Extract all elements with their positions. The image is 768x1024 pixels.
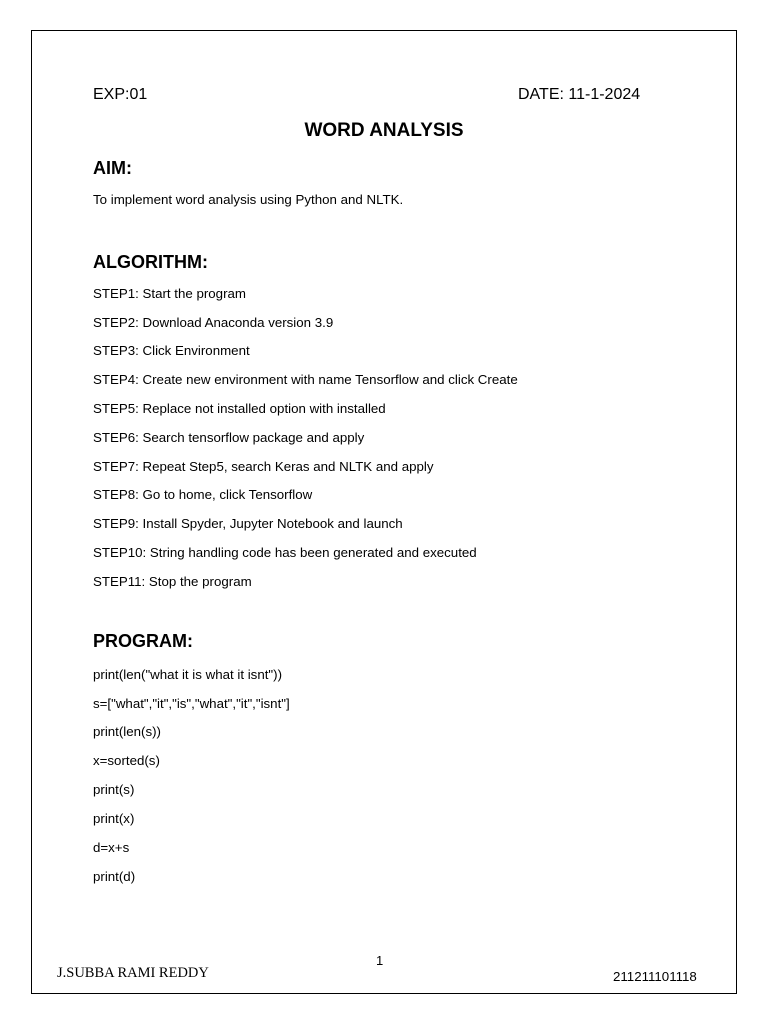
algorithm-step: STEP6: Search tensorflow package and apply (93, 430, 365, 445)
aim-heading: AIM: (93, 158, 132, 178)
algorithm-step: STEP5: Replace not installed option with installed (93, 401, 386, 416)
program-line: print(x) (93, 811, 135, 826)
page-border (31, 30, 737, 994)
algorithm-step: STEP4: Create new environment with name Tensorflow and click Create (93, 372, 518, 387)
program-line: s=["what","it","is","what","it","isnt"] (93, 696, 290, 711)
document-title: WORD ANALYSIS (304, 120, 464, 141)
algorithm-step: STEP7: Repeat Step5, search Keras and NLTK and apply (93, 459, 434, 474)
experiment-number: EXP:01 (93, 86, 148, 103)
program-line: x=sorted(s) (93, 753, 160, 768)
roll-number: 211211101118 (613, 969, 697, 984)
algorithm-step: STEP2: Download Anaconda version 3.9 (93, 315, 334, 330)
algorithm-step: STEP11: Stop the program (93, 574, 252, 589)
page-number: 1 (376, 953, 384, 968)
algorithm-step: STEP3: Click Environment (93, 343, 250, 358)
aim-text: To implement word analysis using Python and NLTK. (93, 192, 404, 207)
algorithm-step: STEP8: Go to home, click Tensorflow (93, 487, 313, 502)
algorithm-heading: ALGORITHM: (93, 252, 208, 272)
program-line: print(s) (93, 782, 135, 797)
author-name: J.SUBBA RAMI REDDY (57, 965, 209, 981)
program-line: print(len("what it is what it isnt")) (93, 667, 283, 682)
experiment-date: DATE: 11-1-2024 (518, 86, 641, 103)
program-line: d=x+s (93, 840, 130, 855)
algorithm-step: STEP1: Start the program (93, 286, 246, 301)
program-line: print(d) (93, 869, 136, 884)
program-line: print(len(s)) (93, 724, 161, 739)
algorithm-step: STEP10: String handling code has been generated and executed (93, 545, 477, 560)
program-heading: PROGRAM: (93, 631, 193, 651)
algorithm-step: STEP9: Install Spyder, Jupyter Notebook and launch (93, 516, 403, 531)
